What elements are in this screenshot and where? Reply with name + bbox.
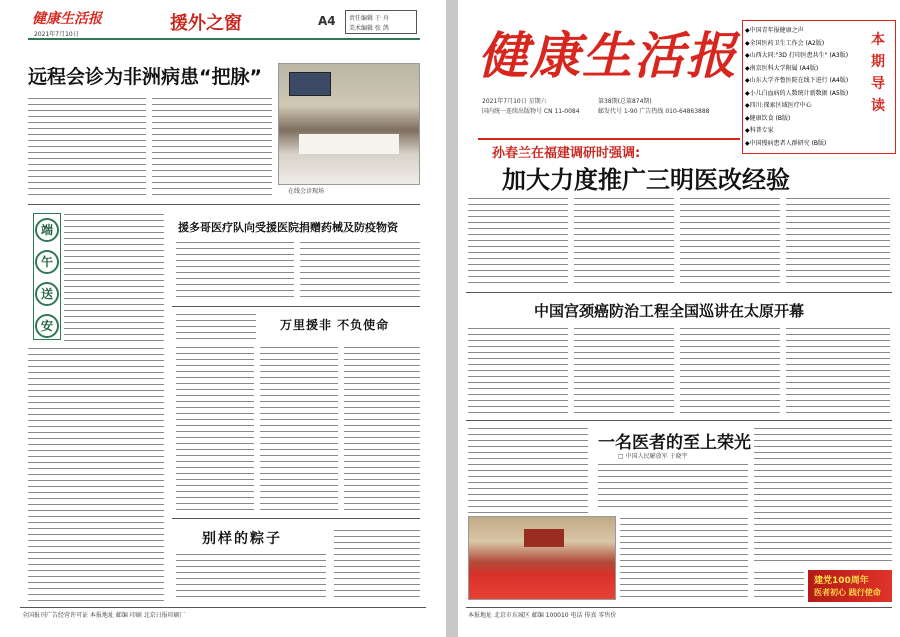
editor-box (345, 10, 417, 34)
toc-bullet-icon: ◆ (745, 39, 750, 47)
right-footer: 本报地址 北京市东城区 邮编 100010 电话 传真 零售价 (468, 612, 617, 619)
toc-box (742, 20, 896, 154)
page-gutter (446, 0, 458, 637)
divider (466, 292, 892, 293)
table-shape (299, 134, 399, 154)
toc-item[interactable]: ◆中国青年报健康之声 (745, 27, 804, 34)
header-rule (28, 38, 420, 40)
toc-item[interactable]: ◆科普专家 (745, 127, 774, 134)
footer-rule (466, 607, 892, 608)
article4-title: 别样的粽子 (202, 531, 282, 547)
left-masthead-logo: 健康生活报 (32, 11, 102, 27)
third-text-a (598, 462, 748, 510)
article4-text-col2 (334, 528, 420, 602)
badge-line1: 建党100周年 (814, 576, 869, 586)
divider (466, 420, 892, 421)
toc-item[interactable]: ◆山西大同:"3D 打印医患共生" (A3版) (745, 52, 849, 59)
masthead-rule (478, 138, 740, 140)
second-text-col4 (786, 326, 890, 416)
article1-text-col1 (28, 96, 146, 196)
editor-line: 责任编辑 于 舟 (349, 15, 389, 22)
toc-bullet-icon: ◆ (745, 114, 750, 122)
third-byline: □ 中国人民解放军 于晓宇 (618, 453, 688, 460)
article4-text-col1 (176, 552, 326, 602)
column-char: 端 (35, 218, 59, 242)
toc-bullet-icon: ◆ (745, 52, 750, 59)
front-logo: 健康生活报 (478, 26, 738, 85)
left-newspaper-page (0, 0, 446, 637)
column-text-lower (28, 346, 164, 601)
toc-item[interactable]: ◆中国慢病患者人群研究 (B版) (745, 139, 827, 147)
article3-text-col3 (344, 345, 420, 510)
column-char: 午 (35, 250, 59, 274)
toc-list (745, 25, 863, 150)
article3-text-col2 (260, 345, 338, 510)
article1-text-col2 (152, 96, 272, 196)
editor-line: 美术编辑 张 鸽 (349, 25, 389, 32)
toc-bullet-icon: ◆ (745, 77, 750, 84)
gate-shape (524, 529, 564, 547)
toc-bullet-icon: ◆ (745, 127, 750, 134)
article3-text-col1 (176, 345, 254, 510)
issn-line: 国内统一连续出版物号 CN 11-0084 (482, 108, 580, 115)
second-text-col1 (468, 326, 568, 416)
toc-item[interactable]: ◆四川:探索区域医疗中心 (745, 102, 812, 109)
screen-shape (289, 72, 331, 96)
toc-item[interactable]: ◆健康饮食 (B版) (745, 114, 791, 122)
toc-title: 本期导读 (871, 32, 885, 114)
toc-bullet-icon: ◆ (745, 102, 750, 109)
tiananmen-photo (468, 516, 616, 600)
third-intro-text (468, 426, 588, 514)
lead-text-col4 (786, 196, 890, 286)
left-date: 2021年7月10日 (34, 31, 79, 38)
toc-bullet-icon: ◆ (745, 89, 750, 97)
third-headline: 一名医者的至上荣光 (598, 433, 751, 453)
toc-bullet-icon: ◆ (745, 139, 750, 147)
second-text-col2 (574, 326, 674, 416)
lead-kicker: 孙春兰在福建调研时强调: (492, 146, 641, 161)
lead-text-col1 (468, 196, 568, 286)
article1-title: 远程会诊为非洲病患“把脉” (28, 66, 262, 88)
article3-intro (176, 312, 256, 342)
second-text-col3 (680, 326, 780, 416)
divider (172, 306, 420, 307)
consultation-photo (278, 63, 420, 185)
third-text-b (754, 426, 892, 566)
article2-text-col2 (300, 240, 420, 300)
badge-line2: 医者初心 践行使命 (814, 588, 881, 597)
column-text (64, 212, 164, 342)
toc-item[interactable]: ◆小儿白血病的人数统计新数据 (A5版) (745, 89, 849, 97)
duanwu-column-box (33, 213, 61, 340)
phone-line: 邮发代号 1-90 广告热线 010-64863888 (598, 108, 710, 115)
article2-title: 援多哥医疗队向受援医院捐赠药械及防疫物资 (178, 221, 398, 234)
toc-item[interactable]: ◆全国医药卫生工作会 (A2版) (745, 39, 825, 47)
lead-headline: 加大力度推广三明医改经验 (502, 166, 790, 194)
divider (28, 204, 420, 205)
lead-text-col3 (680, 196, 780, 286)
third-text-d (754, 570, 804, 602)
issue-number: 第38期(总第874期) (598, 98, 652, 105)
second-headline: 中国宫颈癌防治工程全国巡讲在太原开幕 (534, 302, 805, 320)
footer-rule (20, 607, 426, 608)
photo-caption: 在线会诊现场 (288, 188, 325, 195)
divider (172, 518, 420, 519)
issue-date: 2021年7月10日 星期六 (482, 98, 547, 105)
page-number: A4 (318, 14, 336, 28)
column-char: 安 (35, 314, 59, 338)
toc-item[interactable]: ◆南京医科大学附属 (A4版) (745, 64, 819, 72)
left-footer: 全国报刊广告经营许可证 本报地址 邮编 印刷 北京日报印刷厂 (22, 612, 186, 619)
article2-text-col1 (176, 240, 294, 300)
right-newspaper-page (458, 0, 900, 637)
toc-bullet-icon: ◆ (745, 27, 750, 34)
column-char: 送 (35, 282, 59, 306)
third-text-c (620, 516, 748, 602)
article3-title: 万里援非 不负使命 (280, 318, 390, 332)
lead-text-col2 (574, 196, 674, 286)
anniversary-badge (808, 570, 892, 602)
toc-item[interactable]: ◆山东大学齐鲁医院在线下进行 (A4版) (745, 77, 849, 84)
toc-bullet-icon: ◆ (745, 64, 750, 72)
section-title: 援外之窗 (170, 13, 242, 34)
